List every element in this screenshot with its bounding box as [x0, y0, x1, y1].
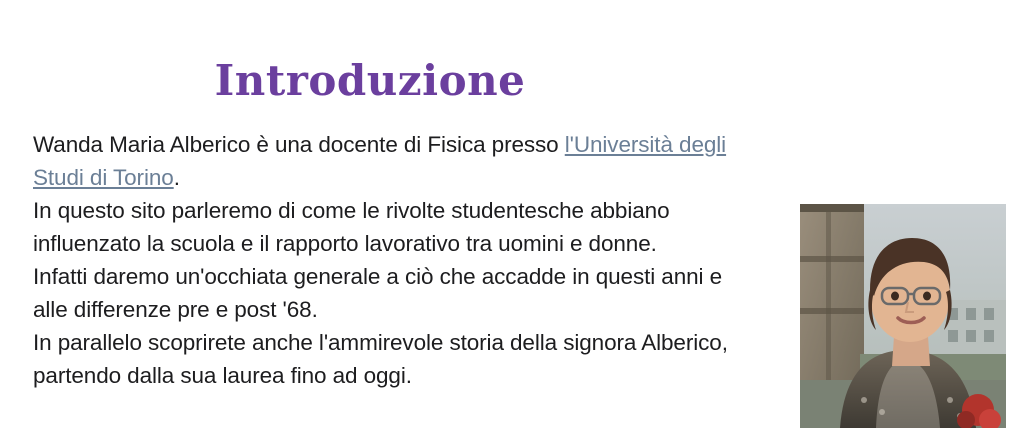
intro-paragraph-4: In parallelo scoprirete anche l'ammirevole storia della signora Alberico, partendo dalla sua laurea fino ad oggi.: [33, 330, 728, 388]
intro-paragraph-2: In questo sito parleremo di come le rivolte studentesche abbiano influenzato la scuola e il rapporto lavorativo tra uomini e donne.: [33, 198, 670, 256]
intro-paragraph-1: [33, 128, 733, 194]
intro-paragraph-3: Infatti daremo un'occhiata generale a ciò che accadde in questi anni e alle differenze pre e post '68.: [33, 264, 723, 322]
intro-body: [33, 128, 733, 392]
portrait-photo: [800, 204, 1006, 428]
intro-text-before-link: Wanda Maria Alberico è una docente di Fisica presso: [33, 132, 565, 157]
university-link[interactable]: l'Università degli Studi di Torino: [33, 132, 727, 190]
intro-text-after-link: .: [173, 165, 180, 190]
page-title: Introduzione: [214, 56, 526, 106]
